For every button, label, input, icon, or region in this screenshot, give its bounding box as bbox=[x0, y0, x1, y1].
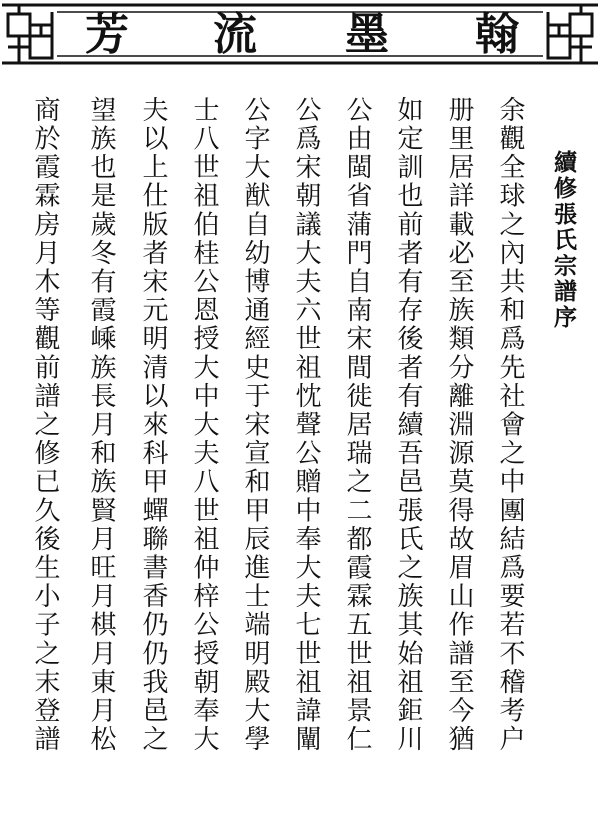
text-column-7: 士八世祖伯桂公恩授大中大夫八世祖仲梓公授朝奉大 bbox=[189, 96, 219, 754]
text-column-5: 公爲宋朝議大夫六世祖忱聲公贈中奉大夫七世祖諱闡 bbox=[291, 96, 321, 754]
title-char-3: 墨 bbox=[345, 9, 389, 60]
text-column-2: 册里居詳載必至族類分離淵源莫得故眉山作譜至今猶 bbox=[444, 96, 474, 754]
document-subtitle: 續修張氏宗譜序 bbox=[550, 150, 577, 331]
text-column-8: 夫以上仕版者宋元明清以來科甲蟬聯書香仍仍我邑之 bbox=[138, 96, 168, 754]
text-column-3: 如定訓也前者有存後者有續吾邑張氏之族其始祖鉅川 bbox=[393, 96, 423, 754]
text-column-4: 公由閩省蒲門自南宋間徙居瑞之二都霞霖五世祖景仁 bbox=[342, 96, 372, 754]
text-column-1: 余觀全球之內共和爲先社會之中團結爲要若不稽考户 bbox=[495, 96, 525, 754]
title-char-1: 芳 bbox=[85, 9, 129, 60]
header-banner bbox=[2, 2, 598, 66]
text-column-10: 商於霞霖房月木等觀前譜之修已久後生小子之末登譜 bbox=[30, 96, 60, 754]
text-column-9: 望族也是歲冬有霞嵊族長月和族賢月旺月棋月東月松 bbox=[86, 96, 116, 754]
title-char-4: 翰 bbox=[475, 9, 519, 60]
text-column-6: 公字大猷自幼博通經史于宋宣和甲辰進士端明殿大學 bbox=[240, 96, 270, 754]
title-char-2: 流 bbox=[213, 9, 257, 60]
